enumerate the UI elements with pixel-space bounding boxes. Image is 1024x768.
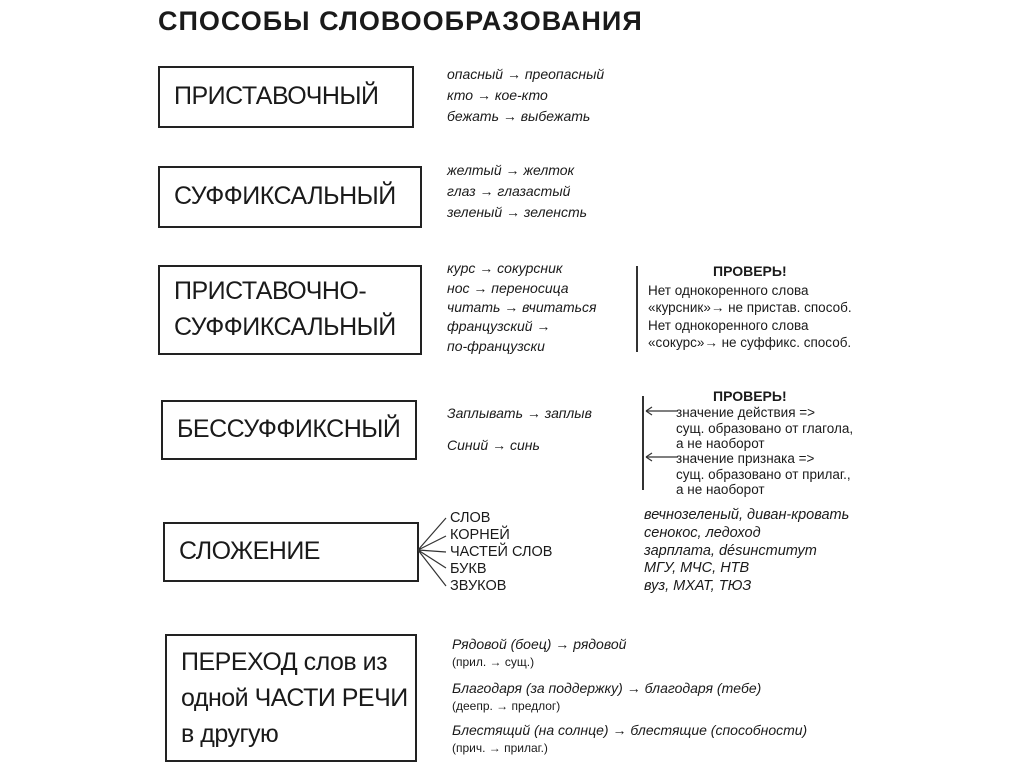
check-note-zero-suffix-1: значение действия =>	[676, 405, 816, 420]
check-note-zero-suffix-3: а не наоборот	[676, 436, 765, 451]
example-prefix-suffix-3: читать → вчитаться	[447, 299, 597, 315]
method-label-prefix-suffix-line1: ПРИСТАВОЧНО-	[174, 277, 367, 305]
bracket-fan-icon	[416, 510, 452, 596]
check-title-prefix-suffix: ПРОВЕРЬ!	[713, 263, 787, 279]
example-suffix-1: желтый → желток	[447, 162, 575, 178]
compound-example-3: зарплата, désинститут	[644, 543, 817, 559]
compound-type-1: СЛОВ	[450, 510, 491, 526]
example-zero-suffix-2: Синий → синь	[447, 437, 540, 453]
example-prefix-3: бежать → выбежать	[447, 108, 591, 124]
example-suffix-3: зеленый → зеленсть	[447, 204, 588, 220]
method-box-suffix	[158, 166, 422, 228]
check-note-prefix-suffix-4: «сокурс»→ не суффикс. способ.	[648, 335, 852, 350]
page-title: СПОСОБЫ СЛОВООБРАЗОВАНИЯ	[158, 6, 643, 36]
compound-type-4: БУКВ	[450, 561, 487, 577]
example-zero-suffix-1: Заплывать → заплыв	[447, 405, 592, 421]
arrow-icon-left-1	[644, 405, 680, 417]
example-prefix-suffix-5: по-французски	[447, 338, 545, 354]
conversion-example-2: Благодаря (за поддержку) → благодаря (тебе)	[452, 680, 762, 696]
method-box-compound	[163, 522, 419, 582]
compound-example-2: сенокос, ледоход	[644, 525, 761, 541]
method-label-prefix: ПРИСТАВОЧНЫЙ	[174, 82, 379, 110]
conversion-example-3: Блестящий (на солнце) → блестящие (способности)	[452, 722, 808, 738]
method-box-prefix-suffix	[158, 265, 422, 355]
check-note-zero-suffix-6: а не наоборот	[676, 482, 765, 497]
check-title-zero-suffix: ПРОВЕРЬ!	[713, 388, 787, 404]
example-prefix-suffix-1: курс → сокурсник	[447, 260, 563, 276]
example-prefix-suffix-4: французский →	[447, 318, 551, 334]
example-suffix-2: глаз → глазастый	[447, 183, 571, 199]
compound-type-2: КОРНЕЙ	[450, 527, 510, 543]
conversion-example-1: Рядовой (боец) → рядовой	[452, 636, 627, 652]
conversion-note-2: (деепр. → предлог)	[452, 699, 561, 713]
arrow-icon-left-2	[644, 451, 680, 463]
method-label-suffix: СУФФИКСАЛЬНЫЙ	[174, 182, 396, 210]
example-prefix-2: кто → кое-кто	[447, 87, 548, 103]
check-note-prefix-suffix-3: Нет однокоренного слова	[648, 318, 809, 333]
method-label-prefix-suffix-line2: СУФФИКСАЛЬНЫЙ	[174, 313, 396, 341]
check-note-zero-suffix-5: сущ. образовано от прилаг.,	[676, 467, 851, 482]
example-prefix-suffix-2: нос → переносица	[447, 280, 569, 296]
check-note-zero-suffix-2: сущ. образовано от глагола,	[676, 421, 854, 436]
divider-line-prefix-suffix	[636, 266, 638, 352]
method-label-conversion-line1: ПЕРЕХОД слов из	[181, 648, 388, 676]
compound-example-5: вуз, МХАТ, ТЮЗ	[644, 578, 752, 594]
compound-example-1: вечнозеленый, диван-кровать	[644, 507, 850, 523]
compound-type-5: ЗВУКОВ	[450, 578, 507, 594]
method-label-compound: СЛОЖЕНИЕ	[179, 537, 320, 565]
method-label-conversion-line3: в другую	[181, 720, 279, 748]
method-box-zero-suffix	[161, 400, 417, 460]
method-label-conversion-line2: одной ЧАСТИ РЕЧИ	[181, 684, 408, 712]
compound-type-3: ЧАСТЕЙ СЛОВ	[450, 544, 553, 560]
method-box-conversion	[165, 634, 417, 762]
method-box-prefix	[158, 66, 414, 128]
conversion-note-3: (прич. → прилаг.)	[452, 741, 548, 755]
check-note-zero-suffix-4: значение признака =>	[676, 451, 815, 466]
method-label-zero-suffix: БЕССУФФИКСНЫЙ	[177, 415, 401, 443]
conversion-note-1: (прил. → сущ.)	[452, 655, 535, 669]
check-note-prefix-suffix-1: Нет однокоренного слова	[648, 283, 809, 298]
compound-example-4: МГУ, МЧС, НТВ	[644, 560, 750, 576]
example-prefix-1: опасный → преопасный	[447, 66, 605, 82]
check-note-prefix-suffix-2: «курсник»→ не пристав. способ.	[648, 300, 852, 315]
